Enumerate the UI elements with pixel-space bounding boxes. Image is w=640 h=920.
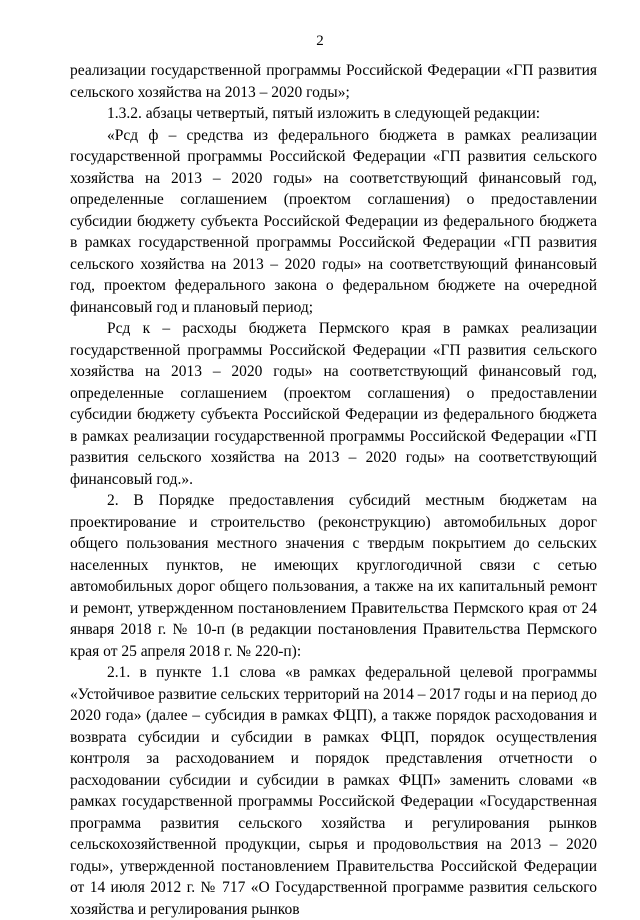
- paragraph-continuation: реализации государственной программы Российской Федерации «ГП развития сельского хозяйства на 2013 – 2020 годы»;: [70, 62, 597, 101]
- paragraph-rsd-k-definition: Рсд к – расходы бюджета Пермского края в рамках реализации государственной программы Российской Федерации «ГП развития сельского хозяйства на 2013 – 2020 годы» на соответствующий финансовый год, определенные соглашением (проектом соглашения) о предоставлении субсидии бюджету субъекта Российской Федерации из федерального бюджета в рамках реализации государственной программы Российской Федерации «ГП развития сельского хозяйства на 2013 – 2020 годы» на соответствующий финансовый год.».: [70, 320, 597, 488]
- paragraph-item-1-3-2: 1.3.2. абзацы четвертый, пятый изложить в следующей редакции:: [107, 105, 541, 122]
- paragraph-item-2: 2. В Порядке предоставления субсидий местным бюджетам на проектирование и строительство (реконструкцию) автомобильных дорог общего пользования местного значения с твердым покрытием до сельских населенных пунктов, не имеющих круглогодичной связи с сетью автомобильных дорог общего пользования, а также на их капитальный ремонт и ремонт, утвержденном постановлением Правительства Пермского края от 24 января 2018 г. № 10-п (в редакции постановления Правительства Пермского края от 25 апреля 2018 г. № 220-п):: [70, 492, 597, 660]
- document-body: [70, 60, 597, 920]
- paragraph-item-2-1: 2.1. в пункте 1.1 слова «в рамках федеральной целевой программы «Устойчивое развитие сельских территорий на 2014 – 2017 годы и на период до 2020 года» (далее – субсидия в рамках ФЦП), а также порядок расходования и возврата субсидии и субсидии в рамках ФЦП, порядок осуществления контроля за расходованием и порядок представления отчетности о расходовании субсидии и субсидии в рамках ФЦП» заменить словами «в рамках государственной программы Российской Федерации «Государственная программа развития сельского хозяйства и регулирования рынков сельскохозяйственной продукции, сырья и продовольствия на 2013 – 2020 годы», утвержденной постановлением Правительства Российской Федерации от 14 июля 2012 г. № 717 «О Государственной программе развития сельского хозяйства и регулирования рынков: [70, 664, 597, 918]
- paragraph-rsd-f-definition: «Рсд ф – средства из федерального бюджета в рамках реализации государственной программы Российской Федерации «ГП развития сельского хозяйства на 2013 – 2020 годы» на соответствующий финансовый год, определенные соглашением (проектом соглашения) о предоставлении субсидии бюджету субъекта Российской Федерации из федерального бюджета в рамках государственной программы Российской Федерации «ГП развития сельского хозяйства на 2013 – 2020 годы» на соответствующий финансовый год, проектом федерального закона о федеральном бюджете на очередной финансовый год и плановый период;: [70, 126, 597, 316]
- page-number: 2: [316, 33, 324, 49]
